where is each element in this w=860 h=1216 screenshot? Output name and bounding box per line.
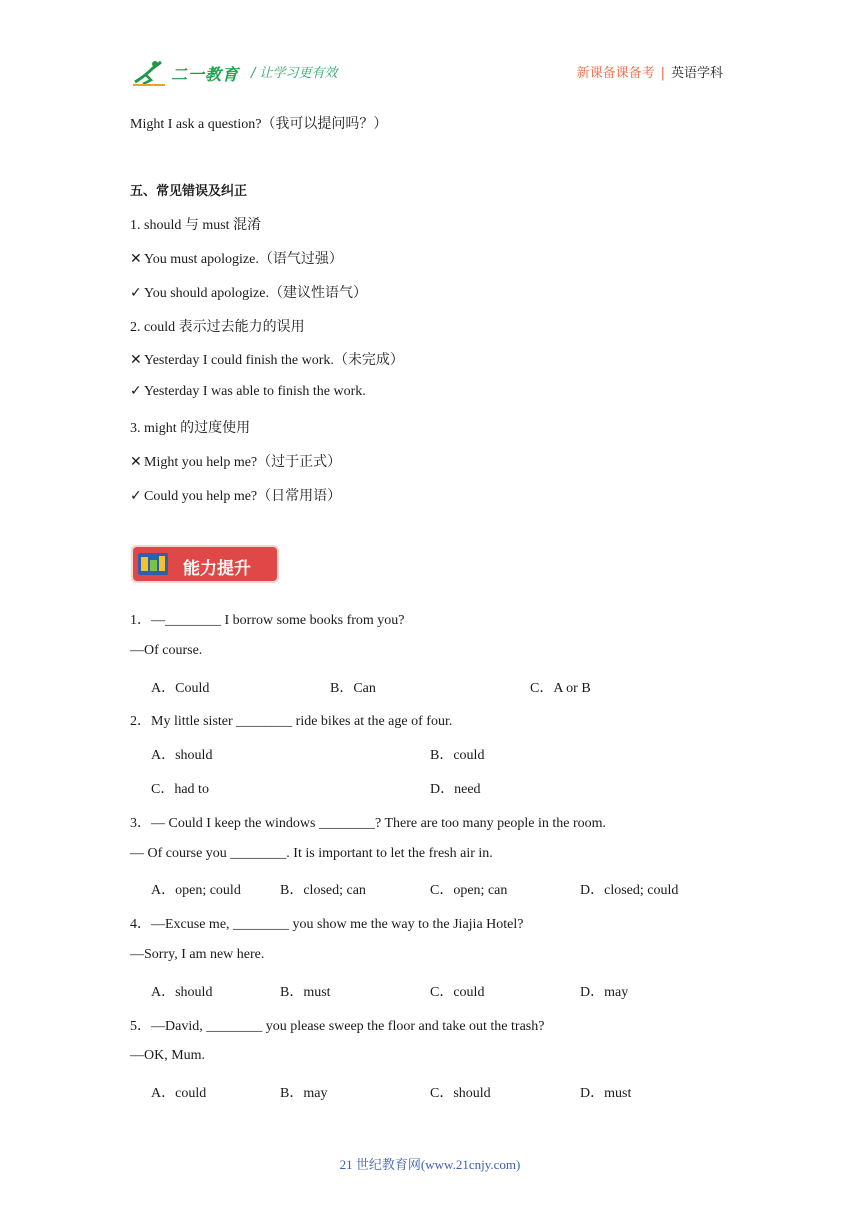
line-text: Yesterday I could finish the work.（未完成） <box>144 353 404 368</box>
check-icon: ✓ <box>130 488 142 504</box>
option-a[interactable]: A．open; could <box>151 883 241 898</box>
line-text: Might you help me?（过于正式） <box>144 455 342 470</box>
option-c[interactable]: C．open; can <box>430 883 508 898</box>
check-icon: ✓ <box>130 285 142 301</box>
question-stem: 2．My little sister ________ ride bikes at the age of four. <box>130 714 453 729</box>
wrong-icon: ✕ <box>130 352 142 368</box>
question-line: —Sorry, I am new here. <box>130 947 265 962</box>
option-d[interactable]: D．must <box>580 1086 632 1101</box>
option-a[interactable]: A．Could <box>151 681 210 696</box>
section-line <box>130 349 404 369</box>
line-text: 3. might 的过度使用 <box>130 421 251 436</box>
option-a[interactable]: A．should <box>151 748 213 763</box>
section-line <box>130 248 343 268</box>
question-stem: 5．—David, ________ you please sweep the floor and take out the trash? <box>130 1019 545 1034</box>
line-text: Could you help me?（日常用语） <box>144 489 342 504</box>
header-course-title: 新课备课备考 <box>576 66 655 81</box>
option-a[interactable]: A．should <box>151 985 213 1000</box>
question-stem: 3．— Could I keep the windows ________? There are too many people in the room. <box>130 816 607 831</box>
question-line: —Of course. <box>130 643 203 658</box>
section-line <box>130 485 341 505</box>
option-d[interactable]: D．may <box>580 985 629 1000</box>
option-b[interactable]: B．may <box>280 1086 328 1101</box>
header-separator: | <box>660 66 665 81</box>
header-subject: 英语学科 <box>670 66 723 81</box>
option-c[interactable]: C．should <box>430 1086 491 1101</box>
section-line <box>130 383 366 400</box>
option-b[interactable]: B．closed; can <box>280 883 366 898</box>
option-c[interactable]: C．could <box>430 985 485 1000</box>
line-text: 2. could 表示过去能力的误用 <box>130 320 305 335</box>
line-text: You must apologize.（语气过强） <box>144 252 343 267</box>
question-stem: 4．—Excuse me, ________ you show me the way to the Jiajia Hotel? <box>130 917 524 932</box>
ability-banner <box>131 545 279 583</box>
page-footer[interactable]: 21 世纪教育网(www.21cnjy.com) <box>339 1157 521 1172</box>
check-icon: ✓ <box>130 383 142 399</box>
option-c[interactable]: C．A or B <box>530 681 591 696</box>
option-b[interactable]: B．must <box>280 985 331 1000</box>
question-line: — Of course you ________. It is important to let the fresh air in. <box>130 846 493 861</box>
question-stem: 1．—________ I borrow some books from you? <box>130 613 405 628</box>
wrong-icon: ✕ <box>130 251 142 267</box>
wrong-icon: ✕ <box>130 454 142 470</box>
logo-text: 二一教育 <box>171 65 240 84</box>
page-header <box>131 58 731 88</box>
section-line <box>130 214 261 234</box>
line-text: You should apologize.（建议性语气） <box>144 286 367 301</box>
option-b[interactable]: B．Can <box>330 681 376 696</box>
slogan: / 让学习更有效 <box>251 66 338 81</box>
banner-label: 能力提升 <box>183 559 251 579</box>
question-line: —OK, Mum. <box>130 1048 206 1063</box>
section-line <box>130 451 341 471</box>
runner-logo-icon <box>131 58 171 88</box>
intro-line: Might I ask a question?（我可以提问吗？） <box>130 117 388 132</box>
header-right <box>577 62 723 81</box>
section-line <box>130 417 250 437</box>
option-a[interactable]: A．could <box>151 1086 207 1101</box>
line-text: 1. should 与 must 混淆 <box>130 218 262 233</box>
section-line <box>130 282 367 302</box>
option-b[interactable]: B．could <box>430 748 485 763</box>
line-text: Yesterday I was able to finish the work. <box>144 384 366 399</box>
option-c[interactable]: C．had to <box>151 782 209 797</box>
logo <box>131 58 241 88</box>
section-line <box>130 316 305 336</box>
option-d[interactable]: D．closed; could <box>580 883 679 898</box>
option-d[interactable]: D．need <box>430 782 481 797</box>
section-title: 五、常见错误及纠正 <box>130 184 248 199</box>
